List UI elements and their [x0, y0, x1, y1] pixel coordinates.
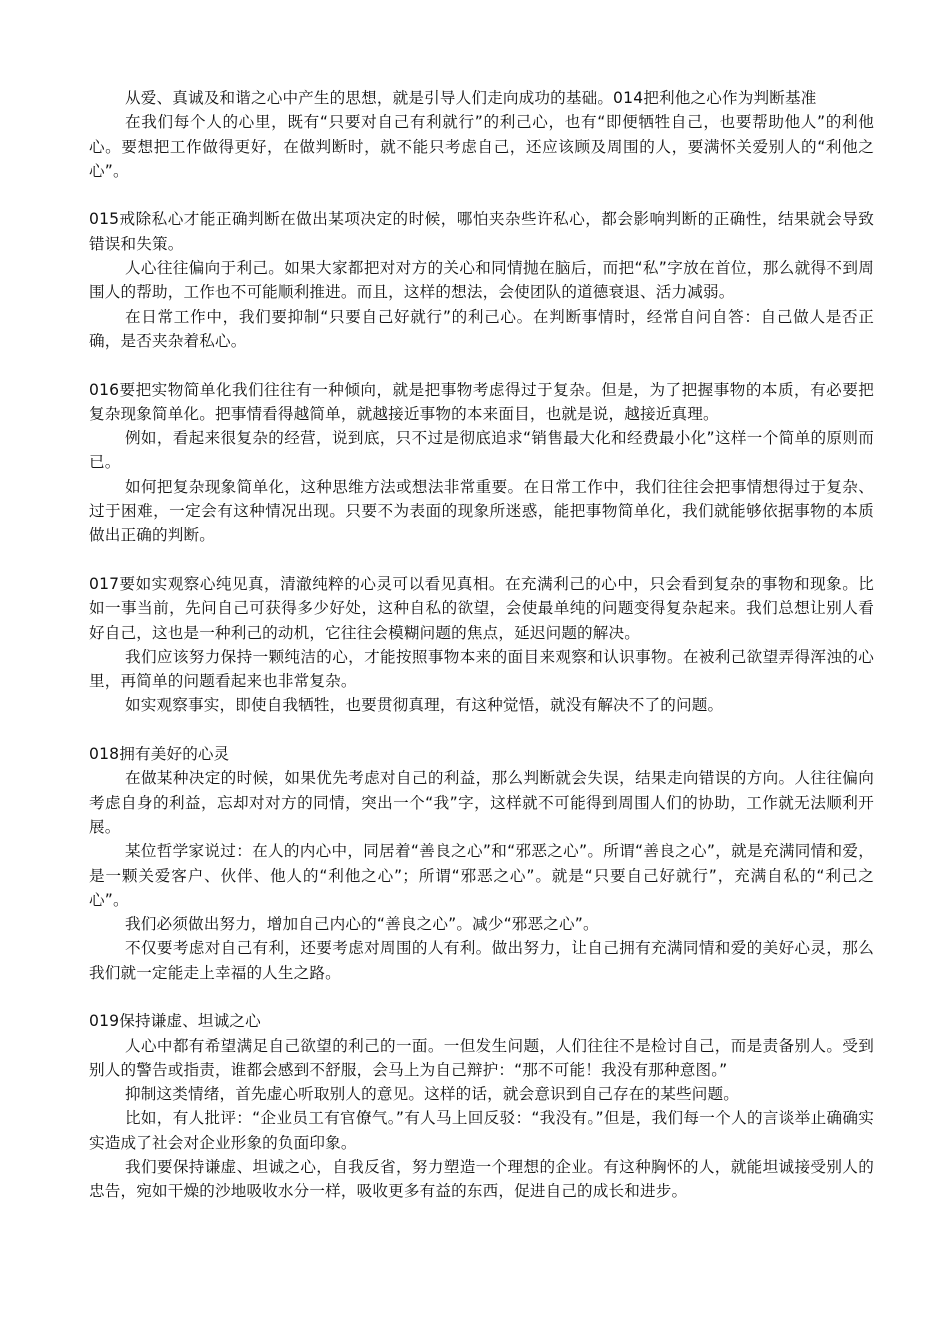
paragraph: 在我们每个人的心里，既有“只要对自己有利就行”的利己心，也有“即便牺牲自己，也要帮助他人”的利他心。要想把工作做得更好，在做判断时，就不能只考虑自己，还应该顾及周围的人，要满怀关爱别人的“利他之心”。 — [89, 113, 874, 180]
section — [89, 207, 874, 353]
section-heading-paragraph: 017要如实观察心纯见真，清澈纯粹的心灵可以看见真相。在充满利己的心中，只会看到复杂的事物和现象。比如一事当前，先问自己可获得多少好处，这种自私的欲望，会使最单纯的问题变得复杂起来。我们总想让别人看好自己，这也是一种利己的动机，它往往会模糊问题的焦点，延迟问题的解决。 — [89, 574, 874, 642]
section-gap — [89, 548, 874, 572]
section-gap — [89, 183, 874, 207]
paragraph: 例如，看起来很复杂的经营，说到底，只不过是彻底追求“销售最大化和经费最小化”这样一个简单的原则而已。 — [89, 429, 874, 472]
section-heading-paragraph: 016要把实物简单化我们往往有一种倾向，就是把事物考虑得过于复杂。但是，为了把握事物的本质，有必要把复杂现象简单化。把事情看得越简单，就越接近事物的本来面目，也就是说，越接近真理。 — [89, 380, 874, 423]
section-gap — [89, 353, 874, 377]
paragraph: 不仅要考虑对自己有利，还要考虑对周围的人有利。做出努力，让自己拥有充满同情和爱的美好心灵，那么我们就一定能走上幸福的人生之路。 — [89, 939, 874, 982]
paragraph: 我们应该努力保持一颗纯洁的心，才能按照事物本来的面目来观察和认识事物。在被利己欲望弄得浑浊的心里，再简单的问题看起来也非常复杂。 — [89, 647, 874, 691]
section-gap — [89, 985, 874, 1009]
section-heading-paragraph: 015戒除私心才能正确判断在做出某项决定的时候，哪怕夹杂些许私心，都会影响判断的正确性，结果就会导致错误和失策。 — [89, 210, 874, 253]
paragraph: 人心中都有希望满足自己欲望的利己的一面。一但发生问题，人们往往不是检讨自己，而是责备别人。受到别人的警告或指责，谁都会感到不舒服，会马上为自己辩护：“那不可能！我没有那种意图。” — [89, 1036, 874, 1079]
paragraph: 如何把复杂现象简单化，这种思维方法或想法非常重要。在日常工作中，我们往往会把事情想得过于复杂、过于困难，一定会有这种情况出现。只要不为表面的现象所迷惑，能把事物简单化，我们就能够依据事物的本质做出正确的判断。 — [89, 477, 874, 545]
paragraph: 如实观察事实，即使自我牺牲，也要贯彻真理，有这种觉悟，就没有解决不了的问题。 — [125, 696, 724, 715]
section — [89, 742, 874, 985]
paragraph: 我们必须做出努力，增加自己内心的“善良之心”。减少“邪恶之心”。 — [125, 915, 599, 934]
paragraph: 抑制这类情绪，首先虚心听取别人的意见。这样的话，就会意识到自己存在的某些问题。 — [125, 1085, 740, 1104]
paragraph: 比如，有人批评：“企业员工有官僚气。”有人马上回反驳：“我没有。”但是，我们每一个人的言谈举止确确实实造成了社会对企业形象的负面印象。 — [89, 1109, 874, 1152]
paragraph: 某位哲学家说过：在人的内心中，同居着“善良之心”和“邪恶之心”。所谓“善良之心”，就是充满同情和爱，是一颗关爱客户、伙伴、他人的“利他之心”；所谓“邪恶之心”。就是“只要自己好就行”，充满自私的“利己之心”。 — [89, 842, 874, 909]
section — [89, 378, 874, 548]
section-heading: 019保持谦虚、坦诚之心 — [89, 1012, 261, 1031]
paragraph: 在日常工作中，我们要抑制“只要自己好就行”的利己心。在判断事情时，经常自问自答：自己做人是否正确，是否夹杂着私心。 — [89, 307, 874, 350]
paragraph: 在做某种决定的时候，如果优先考虑对自己的利益，那么判断就会失误，结果走向错误的方向。人往往偏向考虑自身的利益，忘却对对方的同情，突出一个“我”字，这样就不可能得到周围人们的协助，工作就无法顺利开展。 — [89, 769, 874, 836]
paragraph: 人心往往偏向于利己。如果大家都把对对方的关心和同情抛在脑后，而把“私”字放在首位，那么就得不到周围人的帮助，工作也不可能顺利推进。而且，这样的想法，会使团队的道德衰退、活力减弱。 — [89, 259, 874, 302]
section-heading: 018拥有美好的心灵 — [89, 745, 230, 764]
paragraph: 从爱、真诚及和谐之心中产生的思想，就是引导人们走向成功的基础。014把利他之心作为判断基准 — [125, 89, 817, 107]
section — [89, 1009, 874, 1203]
document-body — [89, 86, 874, 1204]
section-gap — [89, 718, 874, 742]
paragraph: 我们要保持谦虚、坦诚之心，自我反省，努力塑造一个理想的企业。有这种胸怀的人，就能坦诚接受别人的忠告，宛如干燥的沙地吸收水分一样，吸收更多有益的东西，促进自己的成长和进步。 — [89, 1158, 874, 1201]
section — [89, 86, 874, 183]
section — [89, 572, 874, 718]
